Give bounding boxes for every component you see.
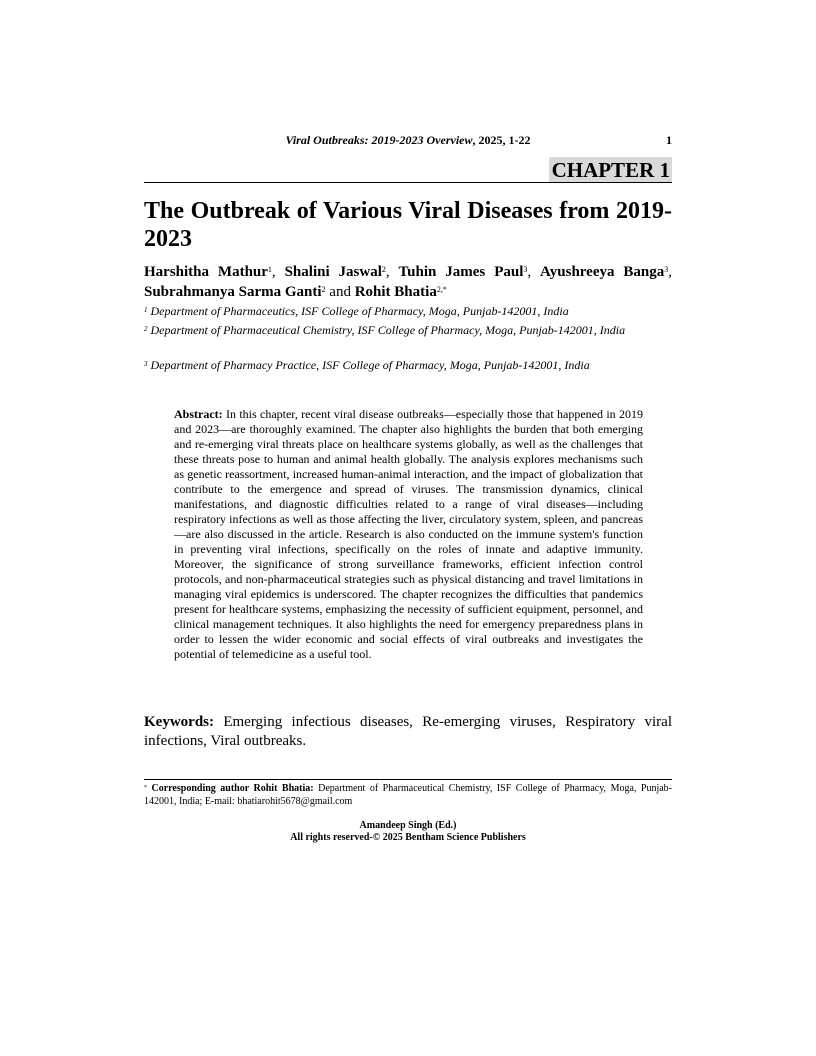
- journal-title: Viral Outbreaks: 2019-2023 Overview: [285, 133, 473, 147]
- abstract: [174, 407, 643, 662]
- chapter-title: The Outbreak of Various Viral Diseases from 2019-2023: [144, 198, 672, 252]
- author-list: [144, 262, 672, 302]
- author-affiliation-marker: 1: [267, 265, 272, 274]
- editor-block: [144, 820, 672, 844]
- author-separator: ,: [668, 264, 673, 280]
- author-affiliation-marker: 3: [523, 265, 528, 274]
- author-name: Harshitha Mathur: [144, 264, 268, 280]
- author-separator: ,: [385, 264, 399, 280]
- affiliation-text: Department of Pharmaceutics, ISF College of Pharmacy, Moga, Punjab-142001, India: [150, 304, 569, 318]
- keywords-text: Emerging infectious diseases, Re-emerging viruses, Respiratory viral infections, Viral outbreaks.: [144, 714, 673, 749]
- affiliation-marker: 3: [144, 360, 148, 368]
- footnote-marker: *: [144, 785, 147, 791]
- author-name: Tuhin James Paul: [398, 264, 524, 280]
- author-name: Ayushreeya Banga: [540, 264, 665, 280]
- author-affiliation-marker: 2: [321, 285, 326, 294]
- affiliation-text: Department of Pharmacy Practice, ISF College of Pharmacy, Moga, Punjab-142001, India: [150, 358, 590, 372]
- keywords-label: Keywords:: [144, 714, 214, 730]
- abstract-text: In this chapter, recent viral disease outbreaks—especially those that happened in 2019 and 2023—are thoroughly examined. The chapter also highlights the burden that both emerging and re-emerging viral threats place on healthcare systems globally, as well as the challenges that these threats pose to human and animal health globally. The analysis explores mechanisms such as genetic reassortment, increased human-animal interaction, and the impact of globalization that contribute to the emergence and spread of viruses. The transmission dynamics, clinical manifestations, and diagnostic difficulties related to a range of viral diseases—including respiratory infections as well as those affecting the liver, circulatory system, spleen, and pancreas—are also discussed in the article. Research is also conducted on the immune system's function in preventing viral infections, specifically on the roles of innate and adaptive immunity. Moreover, the significance of strong surveillance frameworks, efficient infection control protocols, and non-pharmaceutical strategies such as physical distancing and travel limitations in managing viral epidemics is underscored. The chapter recognizes the difficulties that pandemics present for healthcare systems, emphasizing the necessity of sufficient equipment, personnel, and clinical management techniques. It also highlights the need for emergency preparedness plans in order to lessen the wider economic and social effects of viral outbreaks and investigates the potential of telemedicine as a useful tool.: [174, 407, 644, 661]
- author-separator: and: [325, 284, 355, 300]
- affiliation-marker: 2: [144, 325, 148, 333]
- author-name: Shalini Jaswal: [284, 264, 382, 280]
- affiliation-1: [144, 303, 672, 320]
- copyright-line: All rights reserved-© 2025 Bentham Science Publishers: [290, 832, 526, 843]
- running-head-citation: [144, 133, 672, 148]
- affiliation-text: Department of Pharmaceutical Chemistry, ISF College of Pharmacy, Moga, Punjab-142001, India: [150, 323, 626, 337]
- author-name: Subrahmanya Sarma Ganti: [144, 284, 322, 300]
- author-separator: ,: [527, 264, 541, 280]
- corresponding-author-footnote: [144, 782, 672, 808]
- footnote-text: Department of Pharmaceutical Chemistry, ISF College of Pharmacy, Moga, Punjab-142001, India; E-mail: bhatiarohit5678@gmail.com: [144, 783, 673, 807]
- author-name: Rohit Bhatia: [354, 284, 437, 300]
- author-separator: ,: [271, 264, 285, 280]
- affiliation-3: [144, 357, 672, 374]
- keywords: [144, 713, 672, 751]
- header-divider: [144, 182, 672, 183]
- abstract-label: Abstract:: [174, 407, 223, 421]
- author-affiliation-marker: 2,*: [436, 285, 447, 294]
- author-affiliation-marker: 2: [381, 265, 386, 274]
- editor-name: Amandeep Singh (Ed.): [359, 820, 457, 831]
- citation-details: , 2025, 1-22: [472, 133, 531, 147]
- affiliation-2: [144, 322, 672, 339]
- author-affiliation-marker: 3: [664, 265, 669, 274]
- chapter-label: CHAPTER 1: [549, 157, 672, 182]
- footnote-divider: [144, 779, 672, 780]
- footnote-label: Corresponding author Rohit Bhatia:: [151, 783, 314, 794]
- affiliation-marker: 1: [144, 306, 148, 314]
- page-number: 1: [666, 133, 672, 147]
